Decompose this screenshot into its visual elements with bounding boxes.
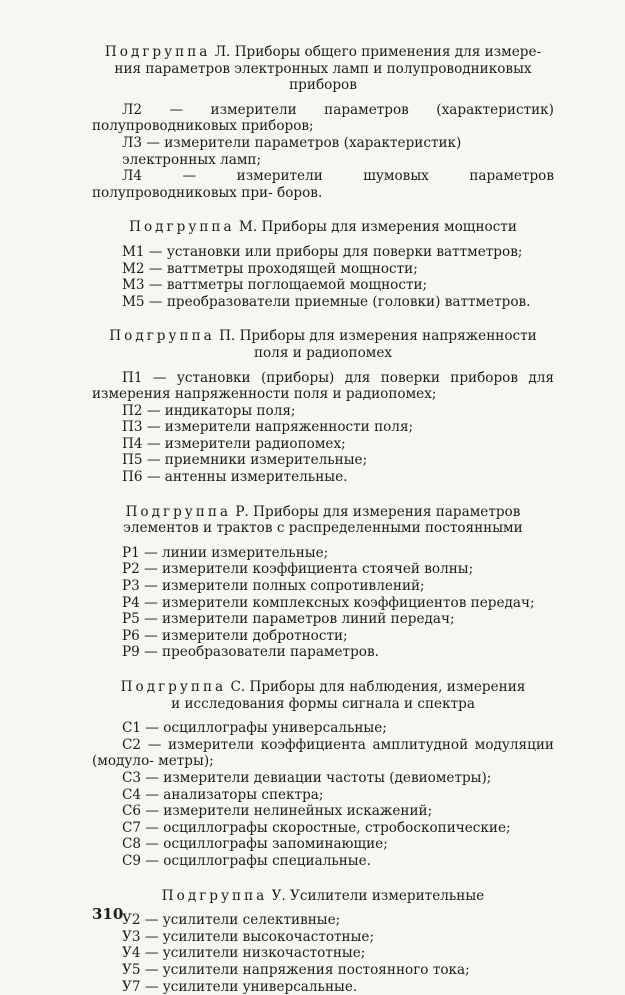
heading-line-1: С. Приборы для наблюдения, измерения: [230, 679, 525, 695]
item-code: Л3: [122, 135, 142, 151]
list-item: [92, 803, 554, 820]
list-item: [92, 419, 554, 436]
list-item: [92, 370, 554, 403]
item-text: — измерители шумовых параметров полупроводниковых при-: [92, 168, 554, 201]
list-item: [92, 595, 554, 612]
list-item: [92, 102, 554, 135]
list-item: [92, 912, 554, 929]
heading-line-1: У. Усилители измерительные: [272, 888, 485, 904]
section-L: [92, 44, 554, 201]
item-text: — приемники измерительные;: [147, 452, 367, 468]
item-text: — осциллографы скоростные, стробоскопические;: [145, 820, 510, 836]
section-heading: [92, 219, 554, 236]
item-code: П2: [122, 403, 143, 419]
section-S: [92, 679, 554, 870]
page: [92, 44, 554, 995]
item-text: — измерители добротности;: [144, 628, 348, 644]
subgroup-word: Подгруппа: [109, 328, 214, 344]
list-item: [92, 820, 554, 837]
heading-line-1: М. Приборы для измерения мощности: [239, 219, 517, 235]
item-text: — измерители коэффициента стоячей волны;: [144, 561, 473, 577]
list-item: [92, 737, 554, 770]
list-item: [92, 979, 554, 995]
item-continuation: приборов;: [241, 118, 313, 134]
section-heading: [92, 328, 554, 361]
item-text: — линии измерительные;: [144, 545, 328, 561]
item-code: П1: [122, 370, 143, 386]
subgroup-word: Подгруппа: [121, 679, 226, 695]
item-code: М2: [122, 261, 145, 277]
section-heading: [92, 679, 554, 712]
item-text: — измерители нелинейных искажений;: [145, 803, 432, 819]
item-code: Р5: [122, 611, 140, 627]
item-code: Л4: [122, 168, 142, 184]
list-item: [92, 261, 554, 278]
list-item: [92, 277, 554, 294]
heading-line-1: П. Приборы для измерения напряженности: [219, 328, 537, 344]
heading-line-2: ния параметров электронных ламп и полупроводниковых: [114, 61, 531, 77]
list-item: [92, 929, 554, 946]
item-code: С7: [122, 820, 141, 836]
item-code: С6: [122, 803, 141, 819]
item-text: — анализаторы спектра;: [145, 787, 323, 803]
list-item: [92, 436, 554, 453]
list-item: [92, 244, 554, 261]
item-text: — измерители параметров (характеристик) полупроводниковых: [92, 102, 554, 135]
item-text: — измерители параметров (характеристик) электронных ламп;: [122, 135, 461, 168]
item-code: У5: [122, 962, 140, 978]
item-code: М5: [122, 294, 145, 310]
item-text: — измерители напряженности поля;: [147, 419, 413, 435]
item-code: С9: [122, 853, 141, 869]
item-text: — измерители радиопомех;: [147, 436, 346, 452]
section-U: [92, 888, 554, 995]
list-item: [92, 853, 554, 870]
item-code: Р1: [122, 545, 140, 561]
item-text: — осциллографы запоминающие;: [145, 836, 387, 852]
list-item: [92, 403, 554, 420]
heading-line-2: поля и радиопомех: [254, 345, 392, 361]
item-continuation: метры);: [158, 753, 214, 769]
item-text: — измерители коэффициента амплитудной модуляции (модуло-: [92, 737, 554, 770]
list-item: [92, 720, 554, 737]
item-text: — установки (приборы) для поверки приборов для измерения: [92, 370, 554, 403]
section-heading: [92, 888, 554, 905]
item-code: П5: [122, 452, 143, 468]
section-P: [92, 328, 554, 485]
subgroup-word: Подгруппа: [105, 44, 210, 60]
item-code: У4: [122, 945, 140, 961]
list-item: [92, 644, 554, 661]
list-item: [92, 545, 554, 562]
list-item: [92, 578, 554, 595]
item-text: — измерители девиации частоты (девиометры);: [145, 770, 491, 786]
item-text: — осциллографы специальные.: [145, 853, 371, 869]
item-code: Р9: [122, 644, 140, 660]
subgroup-word: Подгруппа: [129, 219, 234, 235]
item-text: — измерители полных сопротивлений;: [144, 578, 425, 594]
item-text: — усилители высокочастотные;: [145, 929, 374, 945]
item-continuation: напряженности поля и радиопомех;: [175, 386, 437, 402]
section-heading: [92, 504, 554, 537]
item-text: — усилители низкочастотные;: [145, 945, 366, 961]
item-code: Р2: [122, 561, 140, 577]
subgroup-word: Подгруппа: [162, 888, 267, 904]
heading-line-3: приборов: [289, 77, 357, 93]
page-number: 310: [92, 905, 123, 923]
item-continuation: боров.: [277, 185, 322, 201]
item-text: — преобразователи приемные (головки) ваттметров.: [149, 294, 531, 310]
list-item: [92, 836, 554, 853]
item-code: У3: [122, 929, 140, 945]
list-item: [92, 561, 554, 578]
heading-line-2: и исследования формы сигнала и спектра: [171, 696, 475, 712]
item-code: С3: [122, 770, 141, 786]
list-item: [92, 787, 554, 804]
list-item: [92, 628, 554, 645]
item-code: У7: [122, 979, 140, 995]
subgroup-word: Подгруппа: [126, 504, 231, 520]
item-text: — измерители параметров линий передач;: [144, 611, 454, 627]
item-code: М3: [122, 277, 145, 293]
item-text: — измерители комплексных коэффициентов передач;: [144, 595, 534, 611]
item-code: С8: [122, 836, 141, 852]
item-text: — преобразователи параметров.: [144, 644, 379, 660]
list-item: [92, 945, 554, 962]
heading-line-1: Л. Приборы общего применения для измере-: [215, 44, 541, 60]
list-item: [92, 168, 554, 201]
list-item: [92, 452, 554, 469]
item-code: С4: [122, 787, 141, 803]
list-item: [92, 611, 554, 628]
item-text: — усилители селективные;: [145, 912, 340, 928]
item-code: М1: [122, 244, 145, 260]
item-code: П6: [122, 469, 143, 485]
list-item: [92, 294, 554, 311]
item-text: — индикаторы поля;: [147, 403, 296, 419]
section-M: [92, 219, 554, 310]
list-item: [92, 770, 554, 787]
item-code: П4: [122, 436, 143, 452]
item-code: С2: [122, 737, 141, 753]
item-code: Л2: [122, 102, 142, 118]
item-text: — ваттметры проходящей мощности;: [149, 261, 418, 277]
heading-line-1: Р. Приборы для измерения параметров: [235, 504, 520, 520]
list-item: [92, 962, 554, 979]
item-code: П3: [122, 419, 143, 435]
item-text: — усилители напряжения постоянного тока;: [145, 962, 470, 978]
item-text: — установки или приборы для поверки ваттметров;: [149, 244, 523, 260]
item-text: — осциллографы универсальные;: [145, 720, 386, 736]
item-text: — ваттметры поглощаемой мощности;: [149, 277, 427, 293]
list-item: [92, 135, 554, 168]
item-code: У2: [122, 912, 140, 928]
item-code: Р4: [122, 595, 140, 611]
item-code: Р3: [122, 578, 140, 594]
section-R: [92, 504, 554, 661]
list-item: [92, 469, 554, 486]
item-code: С1: [122, 720, 141, 736]
item-code: Р6: [122, 628, 140, 644]
item-text: — усилители универсальные.: [145, 979, 357, 995]
heading-line-2: элементов и трактов с распределенными постоянными: [123, 520, 522, 536]
section-heading: [92, 44, 554, 94]
item-text: — антенны измерительные.: [147, 469, 348, 485]
